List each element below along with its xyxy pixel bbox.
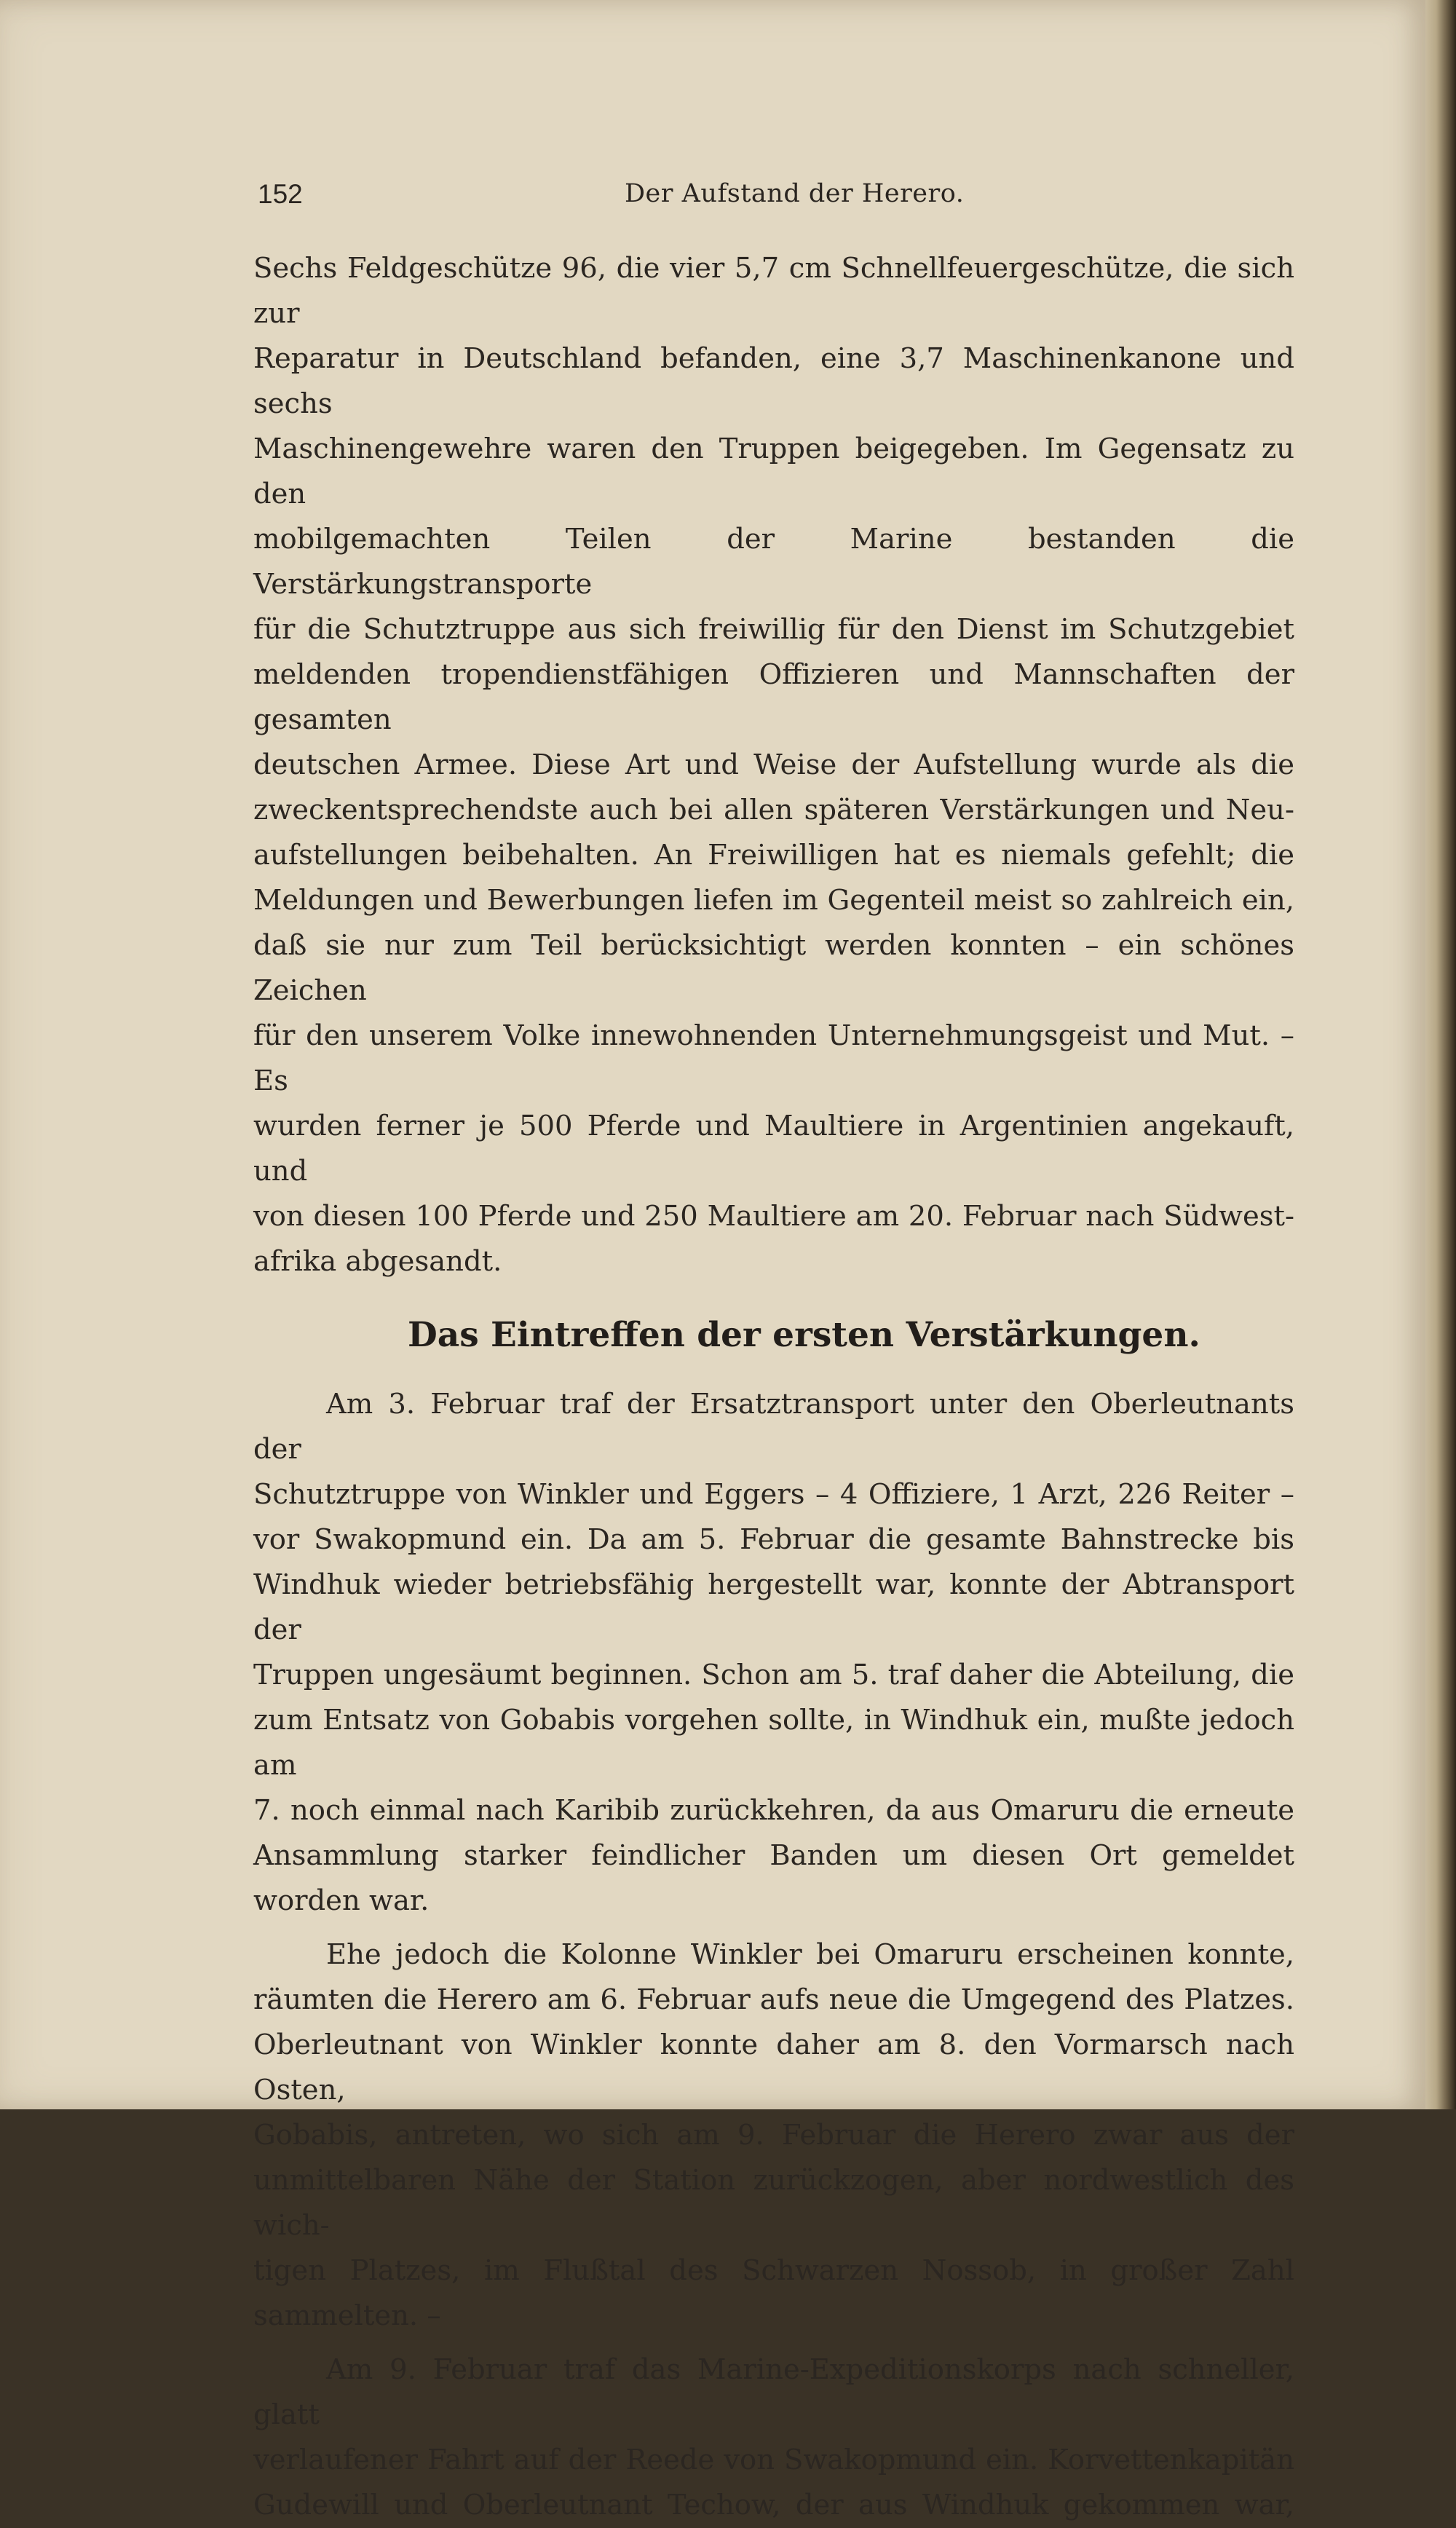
text-line: verlaufener Fahrt auf der Reede von Swakopmund ein. Korvettenkapitän	[253, 2444, 1294, 2476]
text-line: Am 3. Februar traf der Ersatztransport unter den Oberleutnants der	[253, 1388, 1294, 1466]
text-line: vor Swakopmund ein. Da am 5. Februar die gesamte Bahnstrecke bis	[253, 1523, 1294, 1556]
text-line: unmittelbaren Nähe der Station zurückzogen, aber nordwestlich des wich-	[253, 2164, 1294, 2242]
text-line: zweckentsprechendste auch bei allen späteren Verstärkungen und Neu-	[253, 794, 1294, 826]
body-text	[253, 246, 1294, 2528]
text-line: sammelten. –	[253, 2299, 441, 2332]
text-line: Truppen ungesäumt beginnen. Schon am 5. traf daher die Abteilung, die	[253, 1659, 1294, 1691]
page-header	[258, 179, 1294, 216]
paragraph-3	[253, 2347, 1294, 2528]
text-line: für den unserem Volke innewohnenden Unternehmungsgeist und Mut. – Es	[253, 1019, 1294, 1097]
text-line: Sechs Feldgeschütze 96, die vier 5,7 cm Schnellfeuergeschütze, die sich zur	[253, 252, 1294, 330]
text-line: afrika abgesandt.	[253, 1245, 502, 1278]
text-line: tigen Platzes, im Flußtal des Schwarzen Nossob, in großer Zahl	[253, 2254, 1294, 2287]
text-line: von diesen 100 Pferde und 250 Maultiere am 20. Februar nach Südwest-	[253, 1200, 1294, 1233]
paragraph-2	[253, 1932, 1294, 2339]
text-line: Maschinengewehre waren den Truppen beigegeben. Im Gegensatz zu den	[253, 432, 1294, 510]
running-title: Der Aufstand der Herero.	[625, 179, 965, 208]
intro-paragraph	[253, 246, 1294, 1284]
text-line: Windhuk wieder betriebsfähig hergestellt war, konnte der Abtransport der	[253, 1568, 1294, 1646]
text-line: deutschen Armee. Diese Art und Weise der Aufstellung wurde als die	[253, 748, 1294, 781]
paragraph-1	[253, 1382, 1294, 1924]
text-line: Am 9. Februar traf das Marine-Expeditionskorps nach schneller, glatt	[253, 2353, 1294, 2431]
page-edge	[1425, 0, 1456, 2109]
text-line: Reparatur in Deutschland befanden, eine 3,7 Maschinenkanone und sechs	[253, 342, 1294, 420]
text-line: für die Schutztruppe aus sich freiwillig für den Dienst im Schutzgebiet	[253, 613, 1294, 646]
text-line: aufstellungen beibehalten. An Freiwilligen hat es niemals gefehlt; die	[253, 839, 1294, 872]
text-line: mobilgemachten Teilen der Marine bestanden die Verstärkungstransporte	[253, 523, 1294, 601]
text-line: meldenden tropendienstfähigen Offizieren und Mannschaften der gesamten	[253, 658, 1294, 736]
text-line: Schutztruppe von Winkler und Eggers – 4 Offiziere, 1 Arzt, 226 Reiter –	[253, 1478, 1294, 1511]
page-number: 152	[258, 179, 303, 209]
section-heading: Das Eintreffen der ersten Verstärkungen.	[408, 1315, 1200, 1355]
text-line: Gobabis, antreten, wo sich am 9. Februar die Herero zwar aus der	[253, 2119, 1294, 2152]
text-line: Ansammlung starker feindlicher Banden um diesen Ort gemeldet worden war.	[253, 1839, 1294, 1917]
text-line: daß sie nur zum Teil berücksichtigt werden konnten – ein schönes Zeichen	[253, 929, 1294, 1007]
text-line: wurden ferner je 500 Pferde und Maultiere in Argentinien angekauft, und	[253, 1110, 1294, 1188]
text-line: räumten die Herero am 6. Februar aufs neue die Umgegend des Platzes.	[253, 1983, 1294, 2016]
text-line: Ehe jedoch die Kolonne Winkler bei Omaruru erscheinen konnte,	[326, 1938, 1294, 1971]
text-line: Gudewill und Oberleutnant Techow, der aus Windhuk gekommen war,	[253, 2489, 1294, 2521]
text-line: Meldungen und Bewerbungen liefen im Gegenteil meist so zahlreich ein,	[253, 884, 1294, 917]
text-line: 7. noch einmal nach Karibib zurückkehren, da aus Omaruru die erneute	[253, 1794, 1294, 1827]
text-line: Oberleutnant von Winkler konnte daher am 8. den Vormarsch nach Osten,	[253, 2029, 1294, 2106]
text-line: zum Entsatz von Gobabis vorgehen sollte, in Windhuk ein, mußte jedoch am	[253, 1704, 1294, 1782]
